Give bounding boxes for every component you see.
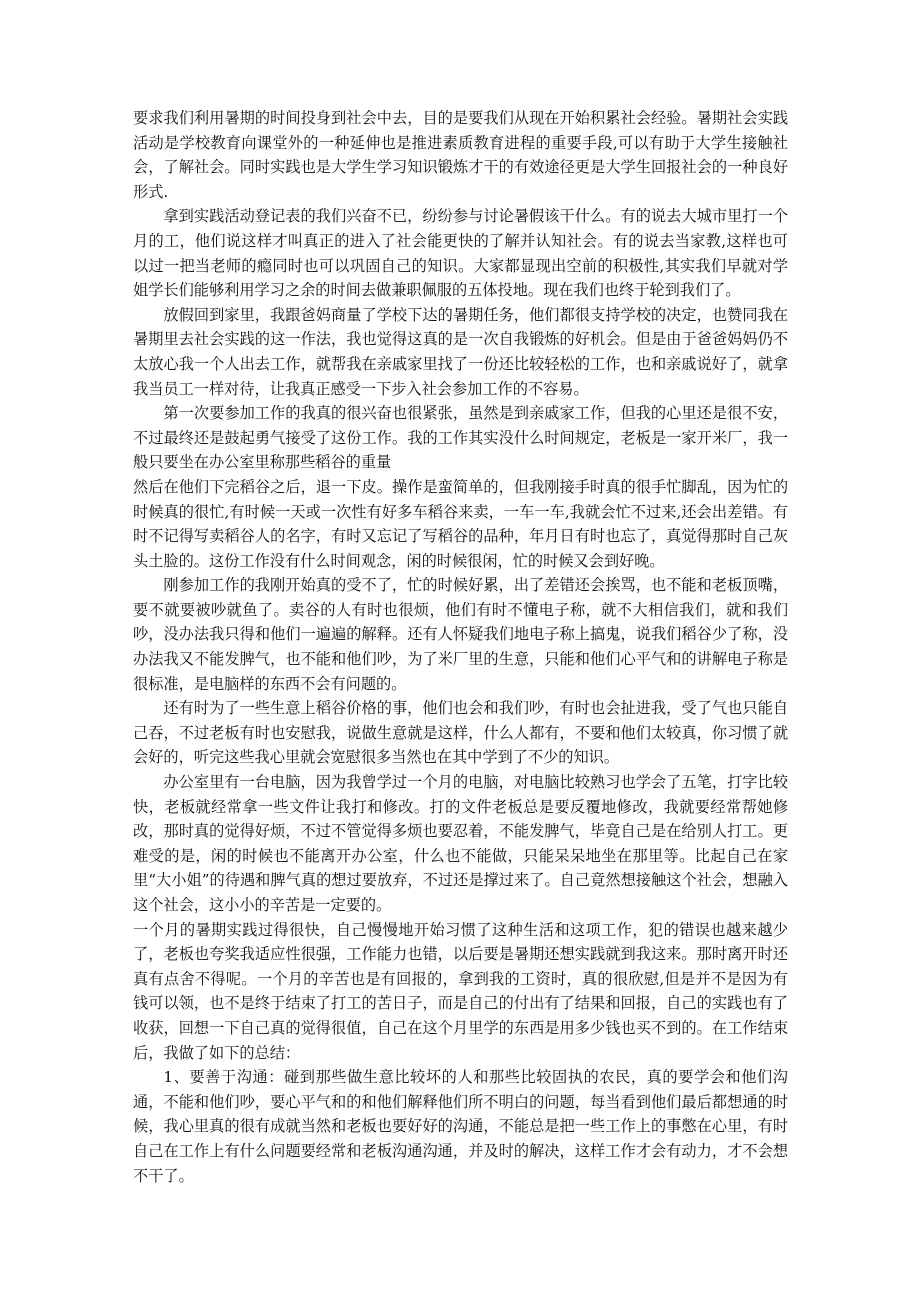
paragraph-9: 一个月的暑期实践过得很快，自己慢慢地开始习惯了这种生活和这项工作，犯的错误也越来越少了，老板也夸奖我适应性很强，工作能力也错，以后要是暑期还想实践就到我这来。那时离开时还真有点舍不得呢。一个月的辛苦也是有回报的，拿到我的工资时，真的很欣慰,但是并不是因为有钱可以领，也不是终于结束了打工的苦日子，而是自己的付出有了结果和回报，自己的实践也有了收获，回想一下自己真的觉得很值，自己在这个月里学的东西是用多少钱也买不到的。在工作结束后，我做了如下的总结：: [133, 920, 788, 1062]
paragraph-6: 刚参加工作的我刚开始真的受不了，忙的时候好累，出了差错还会挨骂，也不能和老板顶嘴，要不就要被吵就鱼了。卖谷的人有时也很烦，他们有时不懂电子称，就不大相信我们，就和我们吵，没办法我只得和他们一遍遍的解释。还有人怀疑我们地电子称上搞鬼，说我们稻谷少了称，没办法我又不能发脾气，也不能和他们吵，为了米厂里的生意，只能和他们心平气和的讲解电子称是很标准，是电脑样的东西不会有问题的。: [133, 576, 788, 693]
paragraph-10-summary-point-1: 1、要善于沟通：碰到那些做生意比较坏的人和那些比较固执的农民，真的要学会和他们沟通，不能和他们吵，要心平气和的和他们解释他们所不明白的问题，每当看到他们最后都想通的时候，我心里真的很有成就当然和老板也要好好的沟通，不能总是把一些工作上的事憋在心里，有时自己在工作上有什么问题要经常和老板沟通沟通，并及时的解决，这样工作才会有动力，才不会想不干了。: [133, 1068, 788, 1185]
paragraph-4: 第一次要参加工作的我真的很兴奋也很紧张，虽然是到亲戚家工作，但我的心里还是很不安，不过最终还是鼓起勇气接受了这份工作。我的工作其实没什么时间规定，老板是一家开米厂，我一般只要坐在办公室里称那些稻谷的重量: [133, 404, 788, 472]
paragraph-7: 还有时为了一些生意上稻谷价格的事，他们也会和我们吵，有时也会扯进我，受了气也只能自己吞，不过老板有时也安慰我，说做生意就是这样，什么人都有，不要和他们太较真，你习惯了就会好的，听完这些我心里就会宽慰很多当然也在其中学到了不少的知识。: [133, 699, 788, 767]
paragraph-5: 然后在他们下完稻谷之后，退一下皮。操作是蛮简单的，但我刚接手时真的很手忙脚乱，因为忙的时候真的很忙,有时候一天或一次性有好多车稻谷来卖，一车一车,我就会忙不过来,还会出差错。有时不记得写卖稻谷人的名字，有时又忘记了写稻谷的品种，年月日有时也忘了，真觉得那时自己灰头土脸的。这份工作没有什么时间观念，闲的时候很闲，忙的时候又会到好晚。: [133, 477, 788, 570]
paragraph-2: 拿到实践活动登记表的我们兴奋不已，纷纷参与讨论暑假该干什么。有的说去大城市里打一个月的工，他们说这样才叫真正的进入了社会能更快的了解并认知社会。有的说去当家教,这样也可以过一把当老师的瘾同时也可以巩固自己的知识。大家都显现出空前的积极性,其实我们早就对学姐学长们能够利用学习之余的时间去做兼职佩服的五体投地。现在我们也终于轮到我们了。: [133, 207, 788, 300]
document-page: [133, 106, 788, 1188]
paragraph-8: 办公室里有一台电脑，因为我曾学过一个月的电脑，对电脑比较熟习也学会了五笔，打字比较快，老板就经常拿一些文件让我打和修改。打的文件老板总是要反覆地修改，我就要经常帮她修改，那时真的觉得好烦，不过不管觉得多烦也要忍着，不能发脾气，毕竟自己是在给别人打工。更难受的是，闲的时候也不能离开办公室，什么也不能做，只能呆呆地坐在那里等。比起自己在家里“大小姐”的待遇和脾气真的想过要放弃，不过还是撑过来了。自己竟然想接触这个社会，想融入这个社会，这小小的辛苦是一定要的。: [133, 773, 788, 914]
paragraph-3: 放假回到家里，我跟爸妈商量了学校下达的暑期任务，他们都很支持学校的决定，也赞同我在暑期里去社会实践的这一作法，我也觉得这真的是一次自我锻炼的好机会。但是由于爸爸妈妈仍不太放心我一个人出去工作，就帮我在亲戚家里找了一份还比较轻松的工作，也和亲戚说好了，就拿我当员工一样对待，让我真正感受一下步入社会参加工作的不容易。: [133, 305, 788, 398]
paragraph-1: 要求我们利用暑期的时间投身到社会中去，目的是要我们从现在开始积累社会经验。暑期社会实践活动是学校教育向课堂外的一种延伸也是推进素质教育进程的重要手段,可以有助于大学生接触社会，了解社会。同时实践也是大学生学习知识锻炼才干的有效途径更是大学生回报社会的一种良好形式.: [133, 109, 788, 201]
